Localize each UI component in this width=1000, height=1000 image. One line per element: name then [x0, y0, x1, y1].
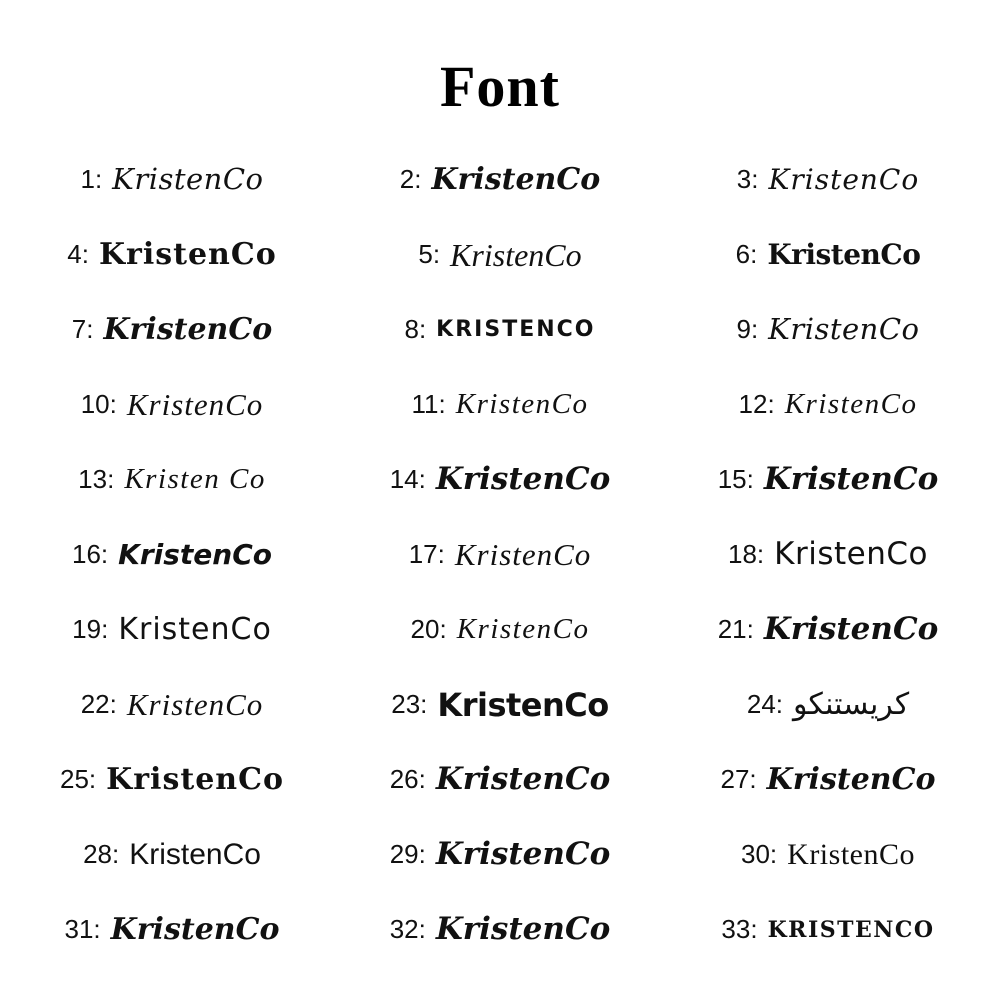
font-option[interactable] [8, 442, 336, 517]
font-option-number: 23: [391, 689, 428, 719]
font-option[interactable] [664, 217, 992, 292]
font-option-number: 32: [389, 914, 426, 944]
font-option-number: 6: [735, 239, 758, 269]
font-option[interactable] [664, 442, 992, 517]
font-option-number: 4: [67, 239, 89, 269]
font-option-number: 13: [78, 464, 115, 494]
font-option[interactable] [336, 892, 664, 967]
font-options-grid [0, 142, 1000, 967]
font-option[interactable] [8, 517, 336, 592]
font-option-sample: KristenCo [435, 461, 611, 497]
font-option[interactable] [664, 292, 992, 367]
font-option-number: 18: [728, 539, 765, 569]
font-option-sample: KristenCo [774, 536, 928, 572]
font-option-sample: KristenCo [126, 687, 264, 722]
font-option-sample: KristenCo [435, 761, 611, 797]
font-option-number: 12: [738, 389, 775, 419]
font-option[interactable] [8, 817, 336, 892]
font-option-sample: Kristen Co [124, 463, 266, 495]
font-option-sample: KristenCo [437, 685, 609, 724]
font-option-sample: KristenCo [767, 237, 921, 271]
font-option[interactable] [336, 367, 664, 442]
font-option-number: 29: [389, 839, 426, 869]
font-option[interactable] [336, 667, 664, 742]
font-option[interactable] [336, 442, 664, 517]
font-option-number: 16: [71, 539, 109, 569]
font-option[interactable] [664, 367, 992, 442]
font-option-sample: KristenCo [456, 613, 590, 645]
font-option-sample: KRISTENCO [767, 916, 935, 943]
font-option[interactable] [8, 892, 336, 967]
font-option-sample: KristenCo [435, 911, 611, 947]
font-option-number: 17: [408, 539, 445, 569]
font-option[interactable] [664, 517, 992, 592]
font-option-number: 15: [717, 464, 754, 494]
font-option-sample: KristenCo [106, 761, 284, 797]
font-option[interactable] [336, 742, 664, 817]
font-option-number: 19: [72, 614, 109, 644]
font-option-sample: KristenCo [112, 162, 264, 196]
font-option-number: 9: [736, 314, 759, 344]
font-option[interactable] [336, 142, 664, 217]
font-option[interactable] [8, 667, 336, 742]
font-option-sample: KristenCo [784, 388, 918, 420]
font-option[interactable] [336, 592, 664, 667]
font-option-sample: KristenCo [763, 461, 939, 497]
font-option-number: 22: [80, 689, 117, 719]
font-option-sample: KristenCo [450, 236, 582, 273]
font-option-sample: KristenCo [129, 837, 261, 871]
font-option[interactable] [8, 592, 336, 667]
font-option-number: 3: [736, 164, 759, 194]
font-option-number: 27: [720, 764, 757, 794]
font-option-sample: KRISTENCO [436, 316, 596, 342]
page-title: Font [440, 54, 560, 119]
font-option-number: 5: [418, 239, 441, 269]
font-option[interactable] [664, 817, 992, 892]
font-option-sample: KristenCo [435, 836, 611, 872]
font-option-number: 2: [399, 164, 422, 194]
font-option-sample: KristenCo [787, 837, 915, 871]
font-option-sample: KristenCo [98, 236, 277, 272]
font-option-sample: KristenCo [768, 312, 920, 346]
font-option[interactable] [8, 292, 336, 367]
font-option[interactable] [664, 892, 992, 967]
font-option[interactable] [8, 217, 336, 292]
font-option-sample: KristenCo [763, 611, 939, 647]
font-option-number: 28: [83, 839, 120, 869]
font-option-sample: KristenCo [768, 162, 920, 196]
font-option[interactable] [8, 742, 336, 817]
font-option-sample: KristenCo [118, 537, 273, 571]
font-option[interactable] [336, 817, 664, 892]
font-option-sample: كريستنكو [793, 686, 910, 722]
font-option[interactable] [664, 667, 992, 742]
font-option-number: 11: [411, 389, 446, 419]
font-option-sample: KristenCo [454, 537, 592, 572]
font-option[interactable] [336, 217, 664, 292]
font-option-number: 30: [741, 839, 778, 869]
font-option[interactable] [664, 142, 992, 217]
font-option-number: 10: [80, 389, 117, 419]
font-option-sample: KristenCo [455, 388, 589, 420]
font-option[interactable] [664, 742, 992, 817]
font-option[interactable] [336, 517, 664, 592]
font-option-number: 21: [717, 614, 754, 644]
font-option[interactable] [8, 142, 336, 217]
font-option-sample: KristenCo [766, 761, 936, 797]
font-option-number: 31: [64, 914, 101, 944]
font-option-number: 20: [410, 614, 447, 644]
font-option-number: 7: [71, 314, 94, 344]
font-option[interactable] [8, 367, 336, 442]
font-option-number: 1: [80, 164, 103, 194]
font-option[interactable] [336, 292, 664, 367]
font-option-sample: KristenCo [126, 387, 264, 422]
font-option-number: 8: [404, 314, 427, 344]
font-option-sample: KristenCo [431, 161, 601, 197]
font-option-sample: KristenCo [118, 611, 272, 647]
font-option-number: 33: [721, 914, 758, 944]
font-option-number: 24: [746, 689, 784, 719]
font-option-number: 14: [389, 464, 426, 494]
font-option-number: 26: [389, 764, 426, 794]
font-option[interactable] [664, 592, 992, 667]
font-option-sample: KristenCo [110, 911, 280, 947]
font-option-sample: KristenCo [103, 311, 273, 347]
font-option-number: 25: [60, 764, 97, 794]
